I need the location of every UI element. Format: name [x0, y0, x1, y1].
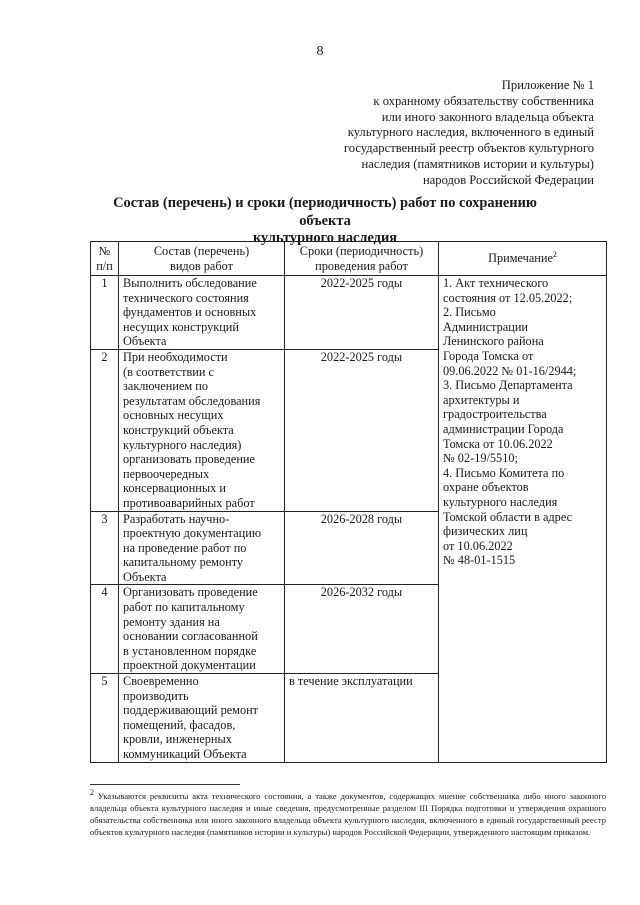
note-line: от 10.06.2022 — [443, 538, 513, 553]
footnote-ref: 2 — [552, 250, 557, 260]
work-line: Объекта — [123, 569, 167, 584]
work-line: Своевременно — [123, 674, 199, 689]
note-line: Ленинского района — [443, 334, 544, 349]
work-line: помещений, фасадов, — [123, 717, 236, 732]
header-work-line2: видов работ — [170, 258, 233, 273]
row-work — [119, 511, 285, 585]
row-number: 1 — [91, 276, 119, 350]
row-number: 3 — [91, 511, 119, 585]
note-line: 2. Письмо — [443, 305, 496, 320]
work-line: производить — [123, 688, 189, 703]
footnote-text: Указываются реквизиты акта технического состояния, а также документов, содержащих мнение собственника либо иного законного владельца объекта культурного наследия и иные сведения, предусмотренные разделом III Порядка подготовки и утверждения охранного обязательства собственника или иного законного владельца объекта культурного наследия, включенного в единый государственный реестр объектов культурного наследия (памятников истории и культуры) народов Российской Федерации, утвержденного настоящим приказом. — [90, 791, 606, 837]
work-line: поддерживающий ремонт — [123, 703, 259, 718]
work-line: работ по капитальному — [123, 600, 245, 615]
row-term: 2026-2028 годы — [285, 511, 439, 585]
row-number: 5 — [91, 674, 119, 763]
note-line: архитектуры и — [443, 392, 520, 407]
header-number — [91, 242, 119, 276]
row-term: 2022-2025 годы — [285, 276, 439, 350]
title-line: Состав (перечень) и сроки (периодичность) работ по сохранению объекта — [113, 195, 537, 229]
work-line: При необходимости — [123, 349, 228, 364]
work-line: несущих конструкций — [123, 319, 239, 334]
note-line: охране объектов — [443, 480, 529, 495]
appendix-line: наследия (памятников истории и культуры) — [361, 156, 594, 171]
work-line: конструкций объекта — [123, 422, 234, 437]
work-line: Разработать научно- — [123, 511, 230, 526]
work-line: заключением по — [123, 379, 208, 394]
table-row — [91, 276, 607, 350]
note-cell — [439, 276, 607, 763]
work-line: Объекта — [123, 334, 167, 349]
header-work-line1: Состав (перечень) — [153, 243, 250, 258]
header-work — [119, 242, 285, 276]
row-work — [119, 276, 285, 350]
note-line: № 48-01-1515 — [443, 553, 516, 568]
work-line: фундаментов и основных — [123, 305, 257, 320]
header-term-line1: Сроки (периодичность) — [299, 243, 424, 258]
note-line: Города Томска от — [443, 348, 534, 363]
note-line: состояния от 12.05.2022; — [443, 290, 573, 305]
note-line: 1. Акт технического — [443, 276, 549, 290]
row-term: 2026-2032 годы — [285, 585, 439, 674]
note-line: Администрации — [443, 319, 528, 334]
header-term — [285, 242, 439, 276]
work-line: результатам обследования — [123, 393, 261, 408]
work-line: в установленном порядке — [123, 643, 257, 658]
work-line: (в соответствии с — [123, 364, 214, 379]
work-line: капитальному ремонту — [123, 555, 244, 570]
note-line: культурного наследия — [443, 494, 558, 509]
appendix-line: Приложение № 1 — [501, 78, 594, 92]
header-note-label: Примечание — [488, 251, 553, 266]
title-line: культурного наследия — [252, 230, 398, 246]
appendix-line: к охранному обязательству собственника — [373, 93, 594, 108]
note-line: Томска от 10.06.2022 — [443, 436, 553, 451]
work-line: на проведение работ по — [123, 540, 247, 555]
note-line: градостроительства — [443, 407, 547, 422]
row-term: 2022-2025 годы — [285, 349, 439, 511]
work-line: культурного наследия) — [123, 437, 242, 452]
work-line: основании согласованной — [123, 629, 258, 644]
work-line: технического состояния — [123, 290, 249, 305]
header-number-line1: № — [98, 243, 111, 258]
work-line: проектную документацию — [123, 526, 262, 541]
row-term: в течение эксплуатации — [285, 674, 439, 763]
footnote-divider — [90, 784, 240, 785]
work-line: первоочередных — [123, 466, 210, 481]
row-work — [119, 674, 285, 763]
page-number: 8 — [316, 44, 324, 59]
header-term-line2: проведения работ — [315, 258, 408, 273]
note-line: 09.06.2022 № 01-16/2944; — [443, 363, 577, 378]
row-number: 2 — [91, 349, 119, 511]
row-number: 4 — [91, 585, 119, 674]
appendix-line: культурного наследия, включенного в единый — [347, 125, 594, 140]
work-line: коммуникаций Объекта — [123, 747, 247, 761]
header-number-line2: п/п — [96, 258, 113, 273]
note-line: № 02-19/5510; — [443, 451, 518, 466]
work-line: Организовать проведение — [123, 585, 258, 600]
note-line: физических лиц — [443, 524, 528, 539]
work-line: противоаварийных работ — [123, 495, 255, 510]
row-work — [119, 585, 285, 674]
footnote — [90, 790, 606, 838]
footnote-number: 2 — [90, 788, 94, 798]
row-work — [119, 349, 285, 511]
note-line: администрации Города — [443, 421, 564, 436]
appendix-header — [294, 78, 594, 189]
work-line: ремонту здания на — [123, 614, 220, 629]
document-title — [90, 195, 560, 248]
table-header-row — [91, 242, 607, 276]
work-line: кровли, инженерных — [123, 732, 232, 747]
work-line: Выполнить обследование — [123, 276, 257, 290]
appendix-line: государственный реестр объектов культурного — [343, 141, 594, 156]
work-line: проектной документации — [123, 658, 256, 673]
note-line: Томской области в адрес — [443, 509, 573, 524]
appendix-line: народов Российской Федерации — [422, 172, 594, 187]
appendix-line: или иного законного владельца объекта — [381, 109, 594, 124]
work-line: консервационных и — [123, 481, 226, 496]
header-note — [439, 242, 607, 276]
work-line: основных несущих — [123, 408, 224, 423]
note-line: 3. Письмо Департамента — [443, 378, 573, 393]
work-line: организовать проведение — [123, 452, 255, 467]
note-line: 4. Письмо Комитета по — [443, 465, 565, 480]
works-table — [90, 241, 607, 763]
